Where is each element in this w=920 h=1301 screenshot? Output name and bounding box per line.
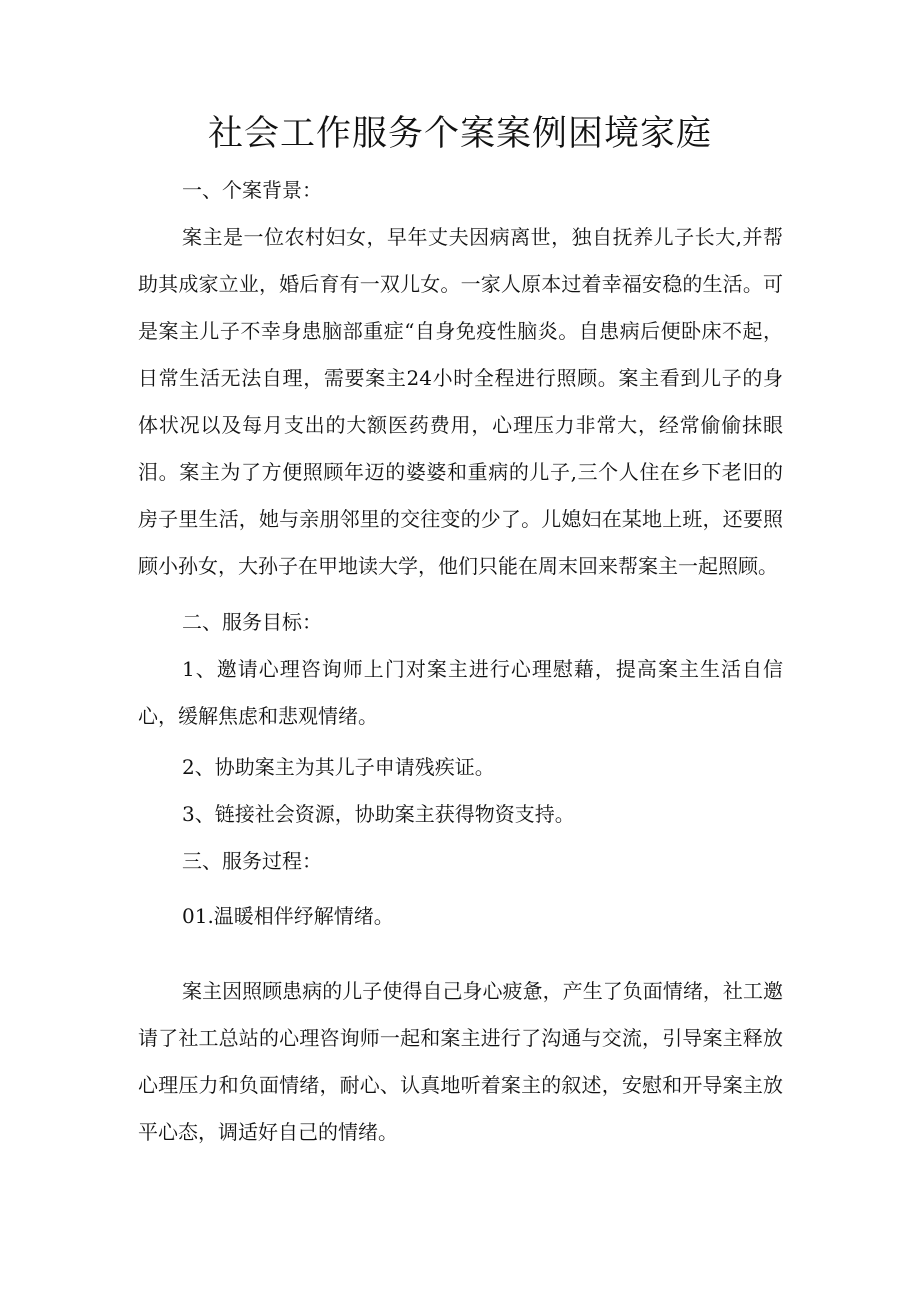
goal-item-1: 1、邀请心理咨询师上门对案主进行心理慰藉，提高案主生活自信心，缓解焦虑和悲观情绪。 xyxy=(138,657,783,728)
section-heading-goals: 二、服务目标： xyxy=(182,610,322,634)
goal-item-2: 2、协助案主为其儿子申请残疾证。 xyxy=(182,755,495,779)
goal-item-3: 3、链接社会资源，协助案主获得物资支持。 xyxy=(182,802,575,826)
section-heading-process: 三、服务过程： xyxy=(182,849,322,873)
background-paragraph: 案主是一位农村妇女，早年丈夫因病离世，独自抚养儿子长大,并帮助其成家立业，婚后育有一双儿女。一家人原本过着幸福安稳的生活。可是案主儿子不幸身患脑部重症“自身免疫性脑炎。自患病后便卧床不起，日常生活无法自理，需要案主24小时全程进行照顾。案主看到儿子的身体状况以及每月支出的大额医药费用，心理压力非常大，经常偷偷抹眼泪。案主为了方便照顾年迈的婆婆和重病的儿子,三个人住在乡下老旧的房子里生活，她与亲朋邻里的交往变的少了。儿媳妇在某地上班，还要照顾小孙女，大孙子在甲地读大学，他们只能在周末回来帮案主一起照顾。 xyxy=(138,225,783,578)
process-paragraph: 案主因照顾患病的儿子使得自己身心疲惫，产生了负面情绪，社工邀请了社工总站的心理咨询师一起和案主进行了沟通与交流，引导案主释放心理压力和负面情绪，耐心、认真地听着案主的叙述，安慰和开导案主放平心态，调适好自己的情绪。 xyxy=(138,979,783,1144)
section-heading-background: 一、个案背景： xyxy=(182,178,322,202)
process-sub-heading: 01.温暖相伴纾解情绪。 xyxy=(182,904,394,928)
document-title: 社会工作服务个案案例困境家庭 xyxy=(207,114,712,154)
